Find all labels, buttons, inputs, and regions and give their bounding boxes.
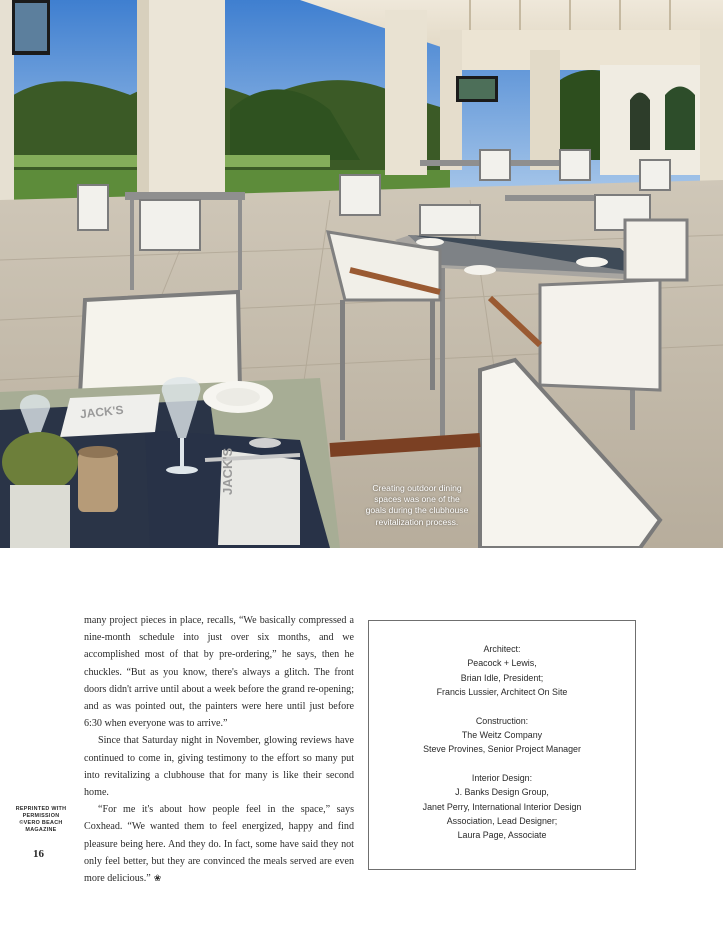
- credit-line: Janet Perry, International Interior Design: [422, 801, 582, 812]
- credit-heading: Interior Design:: [471, 772, 533, 783]
- article-paragraph-text: “For me it's about how people feel in the space,” says Coxhead. “We wanted them to feel energized, happy and find pleasure being here. And they do. In fact, some have said they not only feel better, but they are convinced the meals served are even more delicious.”: [84, 804, 354, 885]
- article-paragraph: Since that Saturday night in November, glowing reviews have continued to come in, giving testimony to the effort so many put into revitalizing a clubhouse that for many is like their second home.: [84, 735, 354, 799]
- credit-heading: Architect:: [483, 644, 521, 654]
- credit-line: Steve Provines, Senior Project Manager: [423, 744, 581, 755]
- reprint-line: ©VERO BEACH: [19, 820, 63, 826]
- credit-line: Francis Lussier, Architect On Site: [436, 687, 568, 698]
- caption-line: spaces was one of the: [374, 494, 460, 505]
- reprint-line: MAGAZINE: [25, 827, 57, 833]
- caption-line: goals during the clubhouse: [365, 505, 469, 516]
- caption-line: Creating outdoor dining: [372, 483, 462, 493]
- photo-caption: [346, 483, 488, 528]
- credit-line: Laura Page, Associate: [457, 830, 547, 841]
- credit-line: Association, Lead Designer;: [446, 816, 558, 827]
- reprint-line: REPRINTED WITH: [15, 806, 67, 812]
- article-paragraph: many project pieces in place, recalls, “We basically compressed a nine-month schedule into just over six months, and we accomplished most of that by pre-ordering,” he says, then he chuckles. “But as you know, there's always a glitch. The front doors didn't arrive until about a week before the grand re-opening; and as was pointed out, the painters were here until just before 6:30 when everyone was to arrive.”: [84, 615, 354, 730]
- page-number: 16: [33, 848, 44, 860]
- credit-line: J. Banks Design Group,: [455, 787, 549, 798]
- reprint-notice: [13, 806, 69, 834]
- reprint-line: PERMISSION: [22, 813, 60, 819]
- credit-line: The Weitz Company: [461, 730, 543, 741]
- credit-interior-design: [369, 771, 635, 843]
- caption-line: revitalization process.: [375, 516, 459, 527]
- article-paragraph-final: [84, 801, 354, 887]
- credits-box: [368, 620, 636, 870]
- credit-architect: [369, 642, 635, 700]
- credit-line: Peacock + Lewis,: [467, 658, 537, 669]
- napkin-label-top: JACK'S: [79, 402, 125, 422]
- napkin-label-bottom: JACK'S: [220, 447, 235, 495]
- end-mark-icon: ❀: [153, 873, 162, 884]
- credit-line: Brian Idle, President;: [460, 672, 544, 683]
- credit-construction: [369, 714, 635, 757]
- credit-heading: Construction:: [475, 715, 529, 726]
- article-body: [84, 612, 354, 887]
